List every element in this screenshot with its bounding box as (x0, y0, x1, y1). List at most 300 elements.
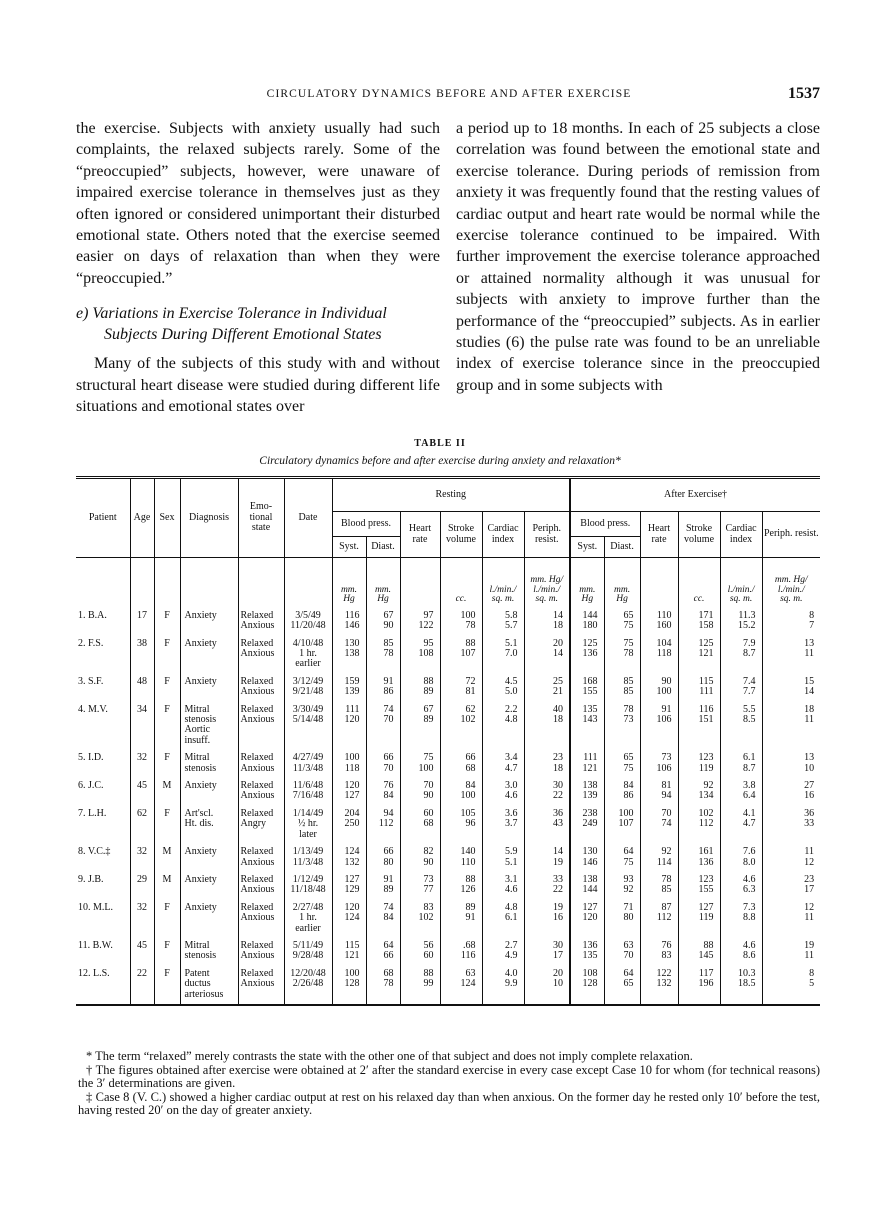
cell-date (284, 605, 332, 633)
value: 132 (344, 856, 360, 868)
value: 196 (698, 978, 714, 990)
value: 36 (804, 807, 815, 819)
cell-r-syst (332, 699, 366, 748)
cell-e-hr (640, 775, 678, 803)
value: 93 (623, 873, 634, 885)
cell-r-hr (400, 605, 440, 633)
value: 11 (804, 912, 815, 924)
value: 204 (344, 807, 360, 819)
cell-diagnosis-line: stenosis (184, 762, 217, 774)
cell-sex: F (154, 633, 180, 671)
cell-e-pr (762, 699, 820, 748)
value: 56 (423, 939, 434, 951)
date-value: 12/20/48 (290, 967, 326, 979)
value: 18 (804, 703, 815, 715)
value: 8.0 (743, 856, 756, 868)
value: 120 (582, 912, 598, 924)
date-value: 1 hr. (299, 912, 317, 924)
unit-label: l./min./ (533, 584, 561, 595)
value: 25 (553, 675, 564, 687)
value: 14 (553, 648, 564, 659)
value: 5.9 (505, 846, 518, 858)
value: 116 (344, 609, 360, 621)
cell-e-diast (604, 803, 640, 841)
value: 70 (383, 762, 394, 774)
value: 5.7 (505, 620, 518, 632)
cell-diagnosis-line: Art'scl. (184, 807, 214, 819)
unit-label: cc. (455, 594, 467, 605)
cell-emotional-state (238, 897, 284, 935)
cell-r-ci (482, 605, 524, 633)
value: 40 (553, 703, 564, 715)
cell-diagnosis (180, 803, 238, 841)
value: 9.9 (505, 978, 518, 990)
value: 75 (623, 856, 634, 868)
cell-e-ci (720, 605, 762, 633)
cell-age: 48 (130, 671, 154, 699)
cell-e-syst (570, 935, 604, 963)
cell-age: 38 (130, 633, 154, 671)
unit-label: cc. (693, 594, 705, 605)
cell-date (284, 897, 332, 935)
unit-label: mm. Hg/ (530, 575, 564, 585)
header-stroke-volume-exercise: Stroke volume (678, 512, 720, 558)
value: 127 (344, 790, 360, 802)
cell-e-syst (570, 963, 604, 1005)
value: 127 (582, 901, 598, 913)
cell-r-syst (332, 869, 366, 897)
cell-e-pr (762, 633, 820, 671)
value: 67 (383, 609, 394, 621)
value: 106 (656, 714, 672, 726)
value: 135 (582, 703, 598, 715)
data-table (76, 476, 820, 1006)
cell-r-syst (332, 605, 366, 633)
unit-label: sq. m. (491, 594, 515, 605)
value: 7 (809, 620, 815, 632)
cell-r-diast (366, 605, 400, 633)
state-value: Anxious (240, 714, 275, 726)
header-periph-resist-resting: Periph. resist. (524, 512, 570, 558)
value: 19 (804, 939, 815, 951)
value: 144 (582, 884, 598, 896)
value: 15 (804, 675, 815, 687)
value: 123 (698, 752, 714, 764)
date-value: 11/3/48 (292, 762, 324, 774)
value: 81 (661, 780, 672, 792)
cell-e-hr (640, 869, 678, 897)
value: 78 (383, 978, 394, 990)
cell-r-syst (332, 803, 366, 841)
value: 249 (582, 818, 598, 830)
state-value: Anxious (240, 762, 275, 774)
cell-r-hr (400, 897, 440, 935)
value: 159 (344, 675, 360, 687)
cell-e-sv (678, 803, 720, 841)
table-row (76, 605, 820, 633)
cell-e-hr (640, 605, 678, 633)
value: 127 (344, 873, 360, 885)
cell-e-diast (604, 869, 640, 897)
value: 84 (623, 780, 634, 792)
value: 139 (582, 790, 598, 802)
cell-r-sv (440, 775, 482, 803)
cell-emotional-state (238, 803, 284, 841)
cell-e-diast (604, 841, 640, 869)
paragraph: the exercise. Subjects with anxiety usually had such complaints, the relaxed subjects rarely. Some of the “preoccupied” subjects, however, were unaware of impaired exercise tolerance in themselves just as they often ignored or considered unimportant their disturbed emotional state. Others noted that the exercise seemed easier on days of relaxation than when they were “preoccupied.” (76, 120, 440, 287)
state-value: Relaxed (240, 939, 274, 951)
date-value: 2/26/48 (292, 978, 324, 990)
cell-age: 45 (130, 935, 154, 963)
header-age: Age (130, 478, 154, 558)
date-value: 1/12/49 (292, 873, 324, 885)
value: 11.3 (738, 609, 756, 621)
value: 65 (623, 978, 634, 990)
value: 3.6 (505, 807, 518, 819)
value: 111 (583, 752, 598, 764)
cell-date (284, 633, 332, 671)
cell-patient: 1. B.A. (78, 609, 107, 621)
value: 138 (344, 648, 360, 659)
cell-r-syst (332, 775, 366, 803)
value: 5.8 (505, 609, 518, 621)
cell-e-ci (720, 775, 762, 803)
value: 11 (804, 950, 815, 962)
cell-r-diast (366, 747, 400, 775)
value: 88 (465, 637, 476, 649)
cell-date (284, 935, 332, 963)
cell-e-hr (640, 897, 678, 935)
header-heart-rate-resting: Heart rate (400, 512, 440, 558)
value: 118 (656, 648, 672, 659)
value: 94 (661, 790, 672, 802)
value: 73 (623, 714, 634, 726)
value: 16 (553, 912, 564, 924)
cell-e-ci (720, 963, 762, 1005)
cell-e-hr (640, 633, 678, 671)
value: 4.6 (743, 939, 756, 951)
cell-e-pr (762, 963, 820, 1005)
date-value: ½ hr. (297, 818, 319, 830)
value: 68 (423, 818, 434, 830)
cell-e-pr (762, 803, 820, 841)
value: 136 (698, 856, 714, 868)
value: 11 (804, 648, 815, 659)
value: 30 (553, 780, 564, 792)
header-after-exercise: After Exercise† (570, 478, 820, 512)
value: 135 (582, 950, 598, 962)
state-value: Anxious (240, 950, 275, 962)
value: 119 (698, 912, 714, 924)
table-caption: Circulatory dynamics before and after exercise during anxiety and relaxation* (259, 455, 621, 467)
cell-r-ci (482, 633, 524, 671)
cell-r-hr (400, 963, 440, 1005)
value: 90 (661, 675, 672, 687)
value: 8.8 (743, 912, 756, 924)
value: 78 (661, 873, 672, 885)
value: 122 (656, 967, 672, 979)
cell-emotional-state (238, 747, 284, 775)
value: 5.0 (505, 686, 518, 698)
cell-diagnosis (180, 935, 238, 963)
value: 4.6 (505, 884, 518, 896)
cell-e-hr (640, 699, 678, 748)
cell-r-sv (440, 963, 482, 1005)
value: 94 (383, 807, 394, 819)
value: 97 (423, 609, 434, 621)
value: 108 (582, 967, 598, 979)
page-number: 1537 (788, 85, 820, 102)
date-value: 9/28/48 (292, 950, 324, 962)
cell-date (284, 747, 332, 775)
value: 4.9 (505, 950, 518, 962)
state-value: Anxious (240, 912, 275, 924)
value: 62 (465, 703, 476, 715)
table-row (76, 671, 820, 699)
value: 112 (656, 912, 672, 924)
value: 8 (809, 967, 815, 979)
value: 65 (623, 609, 634, 621)
value: 17 (804, 884, 815, 896)
value: 124 (344, 912, 360, 924)
value: 96 (465, 818, 476, 830)
cell-r-ci (482, 747, 524, 775)
cell-e-ci (720, 841, 762, 869)
value: 78 (383, 648, 394, 659)
value: 123 (698, 873, 714, 885)
cell-r-hr (400, 869, 440, 897)
value: 78 (623, 648, 634, 659)
value: 7.4 (743, 675, 756, 687)
value: 125 (698, 637, 714, 649)
date-value: 2/27/48 (292, 901, 324, 913)
value: 23 (804, 873, 815, 885)
value: 6.1 (743, 752, 756, 764)
cell-e-pr (762, 869, 820, 897)
cell-r-ci (482, 869, 524, 897)
header-emotional-state: Emo- tional state (238, 478, 284, 558)
cell-diagnosis (180, 633, 238, 671)
value: 20 (553, 637, 564, 649)
table-row (76, 747, 820, 775)
cell-e-hr (640, 747, 678, 775)
value: 115 (698, 675, 714, 687)
value: 110 (460, 856, 476, 868)
cell-e-ci (720, 935, 762, 963)
date-value: earlier (295, 658, 321, 670)
date-value: 5/14/48 (292, 714, 324, 726)
cell-r-sv (440, 897, 482, 935)
cell-emotional-state (238, 605, 284, 633)
cell-e-pr (762, 897, 820, 935)
value: 238 (582, 807, 598, 819)
state-value: Anxious (240, 620, 275, 632)
cell-r-ci (482, 775, 524, 803)
cell-patient: 7. L.H. (78, 807, 107, 819)
value: 136 (582, 648, 598, 659)
value: 75 (623, 620, 634, 632)
value: 81 (465, 686, 476, 698)
table-row (76, 935, 820, 963)
footnote-dagger: † The figures obtained after exercise were obtained at 2′ after the standard exercise in every case except Case 10 for whom (for technical reasons) the 3′ determinations are given. (78, 1062, 820, 1090)
cell-r-syst (332, 841, 366, 869)
cell-sex: F (154, 803, 180, 841)
value: 18 (553, 762, 564, 774)
header-periph-resist-exercise: Periph. resist. (762, 512, 820, 558)
value: 33 (553, 873, 564, 885)
value: 88 (703, 939, 714, 951)
value: 112 (698, 818, 714, 830)
date-value: 7/16/48 (292, 790, 324, 802)
value: 5.5 (743, 703, 756, 715)
value: 19 (553, 856, 564, 868)
cell-r-sv (440, 699, 482, 748)
cell-r-hr (400, 747, 440, 775)
cell-r-pr (524, 605, 570, 633)
cell-r-pr (524, 963, 570, 1005)
value: 88 (465, 873, 476, 885)
value: 84 (383, 790, 394, 802)
cell-r-diast (366, 775, 400, 803)
value: 66 (383, 846, 394, 858)
cell-e-pr (762, 671, 820, 699)
cell-r-hr (400, 633, 440, 671)
cell-patient: 5. I.D. (78, 752, 104, 764)
cell-e-sv (678, 935, 720, 963)
value: 91 (383, 873, 394, 885)
cell-r-pr (524, 671, 570, 699)
value: 83 (423, 901, 434, 913)
cell-e-sv (678, 963, 720, 1005)
cell-r-sv (440, 633, 482, 671)
date-value: 3/12/49 (292, 675, 324, 687)
cell-diagnosis-line: Ht. dis. (184, 818, 214, 830)
cell-patient: 2. F.S. (78, 637, 104, 649)
cell-age: 22 (130, 963, 154, 1005)
cell-diagnosis-line: Mitral (184, 752, 210, 764)
value: 110 (656, 609, 672, 621)
cell-r-sv (440, 841, 482, 869)
value: 15.2 (738, 620, 756, 632)
cell-e-ci (720, 747, 762, 775)
value: 8.6 (743, 950, 756, 962)
cell-e-ci (720, 803, 762, 841)
value: 87 (661, 901, 672, 913)
cell-sex: F (154, 897, 180, 935)
value: 3.8 (743, 780, 756, 792)
value: 66 (465, 752, 476, 764)
value: 146 (582, 856, 598, 868)
value: 63 (623, 939, 634, 951)
left-column (76, 118, 440, 417)
value: 76 (383, 780, 394, 792)
value: 85 (661, 884, 672, 896)
state-value: Anxious (240, 790, 275, 802)
cell-emotional-state (238, 633, 284, 671)
value: 68 (383, 967, 394, 979)
unit-label: mm. (613, 584, 631, 595)
cell-r-sv (440, 935, 482, 963)
cell-diagnosis-line: Patent (184, 967, 210, 979)
cell-e-syst (570, 671, 604, 699)
value: 65 (623, 752, 634, 764)
value: 3.7 (505, 818, 518, 830)
unit-label: l./min./ (489, 584, 517, 595)
state-value: Relaxed (240, 675, 274, 687)
value: 6.3 (743, 884, 756, 896)
table-row (76, 803, 820, 841)
cell-diagnosis-line: Mitral (184, 939, 210, 951)
header-sex: Sex (154, 478, 180, 558)
value: 60 (423, 950, 434, 962)
table-row (76, 897, 820, 935)
value: 13 (804, 637, 815, 649)
cell-patient: 4. M.V. (78, 703, 108, 715)
state-value: Relaxed (240, 703, 274, 715)
cell-date (284, 869, 332, 897)
value: 14 (553, 846, 564, 858)
value: 6.4 (743, 790, 756, 802)
cell-age: 29 (130, 869, 154, 897)
cell-emotional-state (238, 869, 284, 897)
value: 8.7 (743, 648, 756, 659)
value: 102 (460, 714, 476, 726)
value: 127 (698, 901, 714, 913)
cell-patient: 9. J.B. (78, 873, 104, 885)
value: 250 (344, 818, 360, 830)
cell-r-sv (440, 803, 482, 841)
cell-diagnosis-line: Anxiety (184, 609, 217, 621)
value: 161 (698, 846, 714, 858)
cell-e-syst (570, 775, 604, 803)
value: 84 (383, 912, 394, 924)
state-value: Relaxed (240, 807, 274, 819)
header-diast-resting: Diast. (366, 537, 400, 558)
value: 7.9 (743, 637, 756, 649)
value: 130 (344, 637, 360, 649)
unit-label: sq. m. (729, 594, 753, 605)
value: 8.5 (743, 714, 756, 726)
value: 63 (465, 967, 476, 979)
cell-diagnosis (180, 897, 238, 935)
cell-e-syst (570, 803, 604, 841)
cell-e-ci (720, 699, 762, 748)
value: 107 (618, 818, 634, 830)
value: 120 (344, 780, 360, 792)
state-value: Relaxed (240, 846, 274, 858)
cell-r-syst (332, 747, 366, 775)
cell-r-diast (366, 699, 400, 748)
value: 80 (383, 856, 394, 868)
value: 118 (344, 762, 360, 774)
value: 74 (383, 901, 394, 913)
value: 126 (460, 884, 476, 896)
value: 3.4 (505, 752, 518, 764)
cell-r-pr (524, 747, 570, 775)
cell-e-diast (604, 963, 640, 1005)
table-row (76, 699, 820, 748)
value: 89 (383, 884, 394, 896)
state-value: Relaxed (240, 967, 274, 979)
running-title: CIRCULATORY DYNAMICS BEFORE AND AFTER EXERCISE (266, 88, 632, 100)
value: 112 (378, 818, 394, 830)
value: 3.1 (505, 873, 518, 885)
cell-r-diast (366, 633, 400, 671)
value: 82 (423, 846, 434, 858)
date-value: 3/30/49 (292, 703, 324, 715)
state-value: Relaxed (240, 873, 274, 885)
cell-sex: F (154, 963, 180, 1005)
